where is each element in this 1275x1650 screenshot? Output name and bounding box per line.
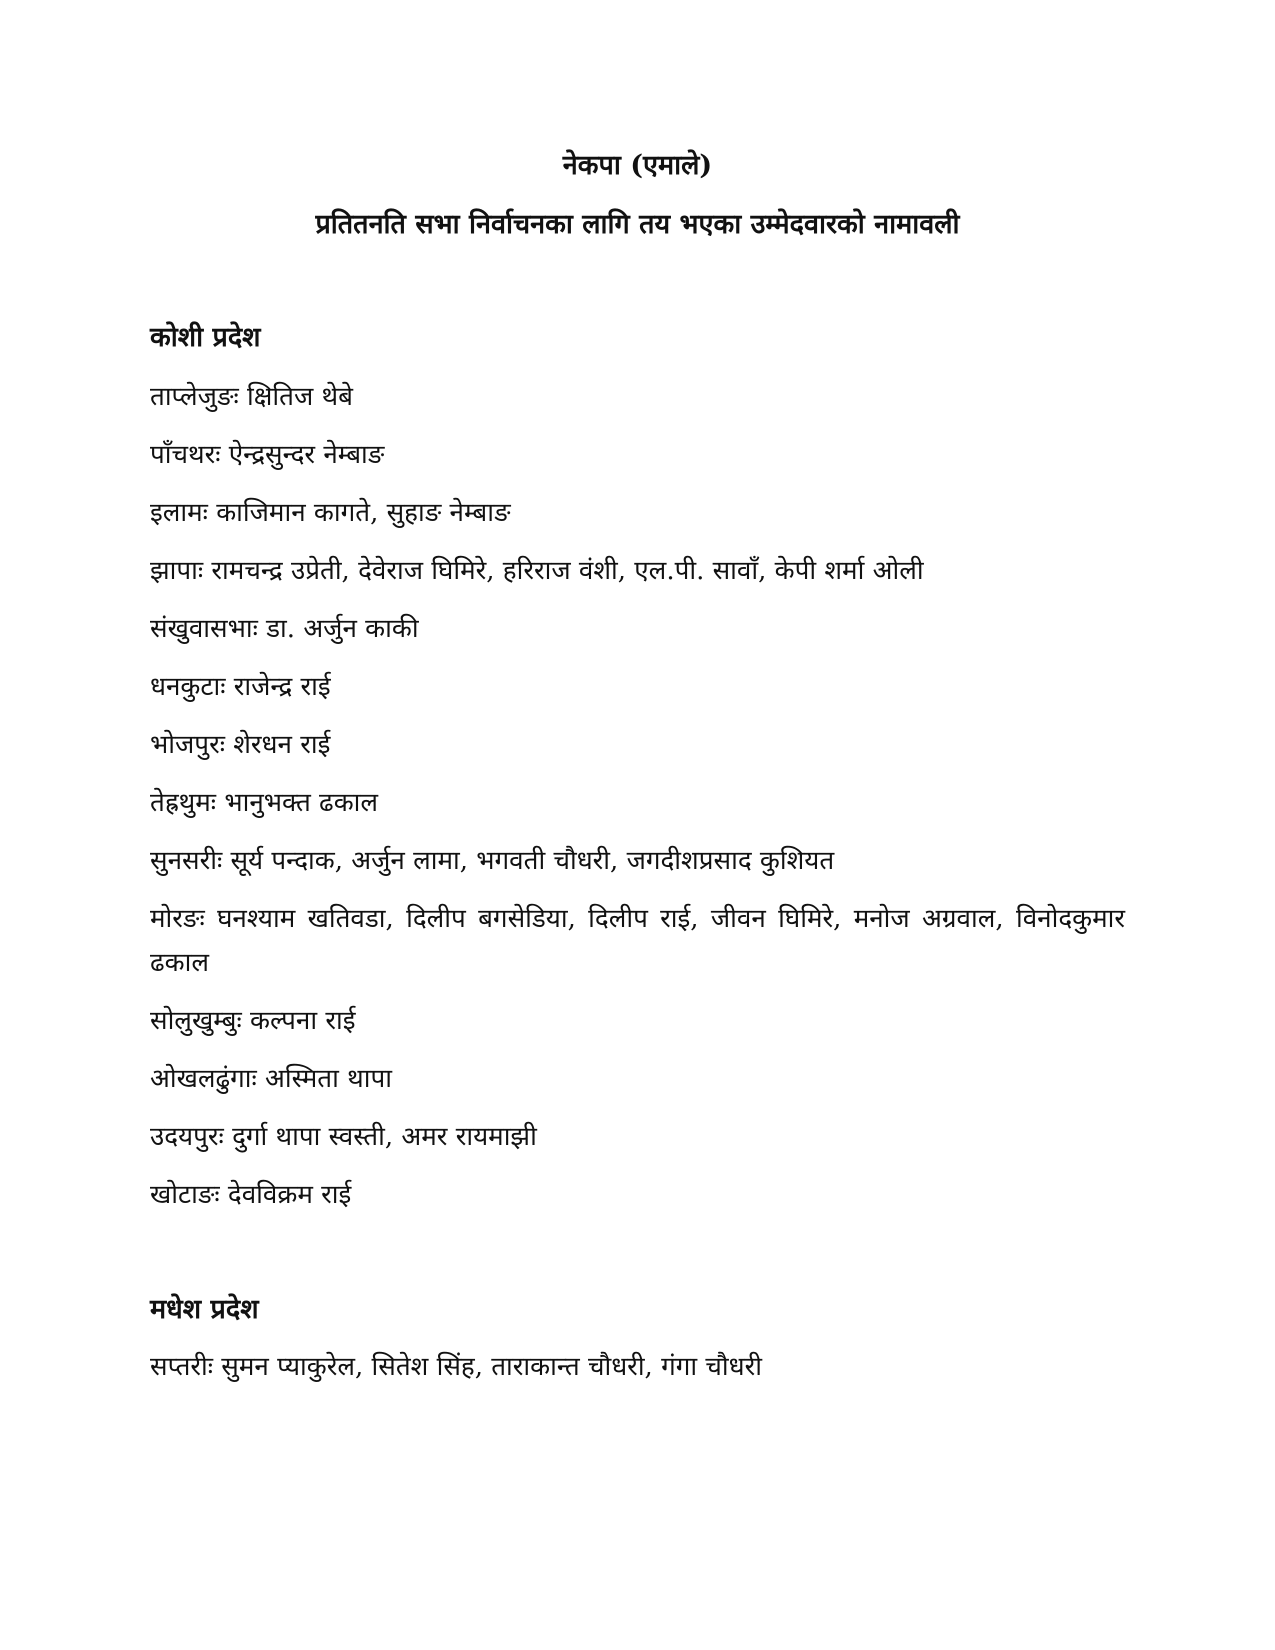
district-entry <box>150 1345 1125 1389</box>
district-entry <box>150 839 1125 883</box>
district-entry <box>150 1115 1125 1159</box>
candidate-names: देवविक्रम राई <box>227 1180 352 1210</box>
district-entry <box>150 549 1125 593</box>
district-entry <box>150 433 1125 477</box>
district-name: संखुवासभाः <box>150 614 267 644</box>
candidate-names: घनश्याम खतिवडा, दिलीप बगसेडिया, दिलीप राई, जीवन घिमिरे, मनोज अग्रवाल, विनोदकुमार ढकाल <box>150 904 1126 978</box>
district-entry <box>150 491 1125 535</box>
party-title: नेकपा (एमाले) <box>562 150 713 181</box>
district-name: झापाः <box>150 556 212 586</box>
district-name: सुनसरीः <box>150 846 231 876</box>
candidate-names: अस्मिता थापा <box>265 1064 392 1094</box>
candidate-names: सूर्य पन्दाक, अर्जुन लामा, भगवती चौधरी, जगदीशप्रसाद कुशियत <box>230 846 835 876</box>
candidate-names: राजेन्द्र राई <box>233 672 331 702</box>
candidate-names: सुमन प्याकुरेल, सितेश सिंह, ताराकान्त चौधरी, गंगा चौधरी <box>221 1352 762 1382</box>
district-entry <box>150 723 1125 767</box>
district-entry <box>150 781 1125 825</box>
district-name: इलामः <box>150 498 217 528</box>
candidate-names: कल्पना राई <box>250 1006 356 1036</box>
candidate-names: रामचन्द्र उप्रेती, देवेराज घिमिरे, हरिराज वंशी, एल.पी. सावाँ, केपी शर्मा ओली <box>211 556 924 586</box>
district-name: धनकुटाः <box>150 672 234 702</box>
district-name: पाँचथरः <box>150 440 229 470</box>
section-heading-koshi: कोशी प्रदेश <box>150 322 261 353</box>
district-entry <box>150 607 1125 651</box>
district-name: ताप्लेजुङः <box>150 382 248 412</box>
district-name: उदयपुरः <box>150 1122 233 1152</box>
district-name: ओखलढुंगाः <box>150 1064 266 1094</box>
district-name: सप्तरीः <box>150 1352 222 1382</box>
district-entry <box>150 897 1125 985</box>
district-name: तेह्रथुमः <box>150 788 225 818</box>
candidate-names: शेरधन राई <box>233 730 331 760</box>
candidate-names: ऐन्द्रसुन्दर नेम्बाङ <box>228 440 385 470</box>
candidate-names: क्षितिज थेबे <box>247 382 353 412</box>
district-entry <box>150 665 1125 709</box>
candidate-names: डा. अर्जुन काकी <box>266 614 419 644</box>
candidate-names: दुर्गा थापा स्वस्ती, अमर रायमाझी <box>232 1122 537 1152</box>
district-entry <box>150 999 1125 1043</box>
document-subtitle: प्रतितनति सभा निर्वाचनका लागि तय भएका उम्मेदवारको नामावली <box>315 209 960 240</box>
candidate-names: भानुभक्त ढकाल <box>224 788 379 818</box>
district-entry <box>150 1057 1125 1101</box>
district-entry <box>150 375 1125 419</box>
district-name: खोटाङः <box>150 1180 228 1210</box>
district-name: सोलुखुम्बुः <box>150 1006 251 1036</box>
district-entry <box>150 1173 1125 1217</box>
district-name: मोरङः <box>150 904 218 934</box>
candidate-names: काजिमान कागते, सुहाङ नेम्बाङ <box>216 498 511 528</box>
district-name: भोजपुरः <box>150 730 234 760</box>
section-heading-madhesh: मधेश प्रदेश <box>150 1294 259 1325</box>
